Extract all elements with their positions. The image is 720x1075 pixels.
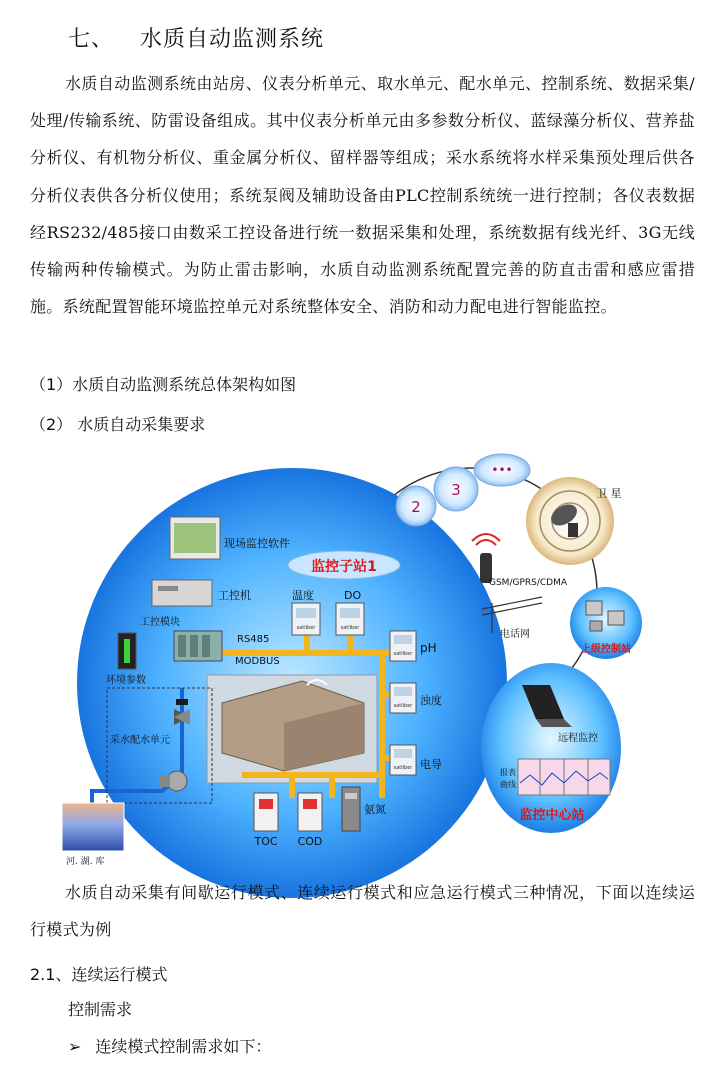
ph-meter-icon [390, 631, 416, 661]
svg-text:satliber: satliber [393, 651, 413, 657]
bullet-item [68, 1034, 271, 1057]
phone-network-label: 电话网 [500, 629, 530, 640]
modbus-label: MODBUS [235, 656, 280, 667]
conductivity-meter-icon [390, 745, 416, 775]
turbidity-meter-icon [390, 683, 416, 713]
toc-label: TOC [254, 835, 278, 848]
section-title: 水质自动监测系统 [140, 27, 325, 52]
upper-station-label: 上级控制站 [581, 644, 631, 655]
list-item-sampling-requirements: （2） 水质自动采集要求 [30, 415, 206, 434]
svg-text:satliber: satliber [393, 703, 413, 709]
sampling-unit-label: 采水配水单元 [110, 735, 170, 746]
bullet-arrow-icon: ➢ [68, 1037, 82, 1056]
environment-meter-icon [118, 633, 136, 669]
do-meter-icon [336, 603, 364, 635]
ph-label: pH [420, 641, 437, 655]
satellite-label: 卫 星 [596, 487, 622, 500]
toc-analyzer-icon [254, 793, 278, 831]
industrial-pc-icon [152, 580, 212, 606]
svg-text:satliber: satliber [296, 625, 316, 631]
mode-paragraph: 水质自动采集有间歇运行模式、连续运行模式和应急运行模式三种情况，下面以连续运行模式为例 [30, 883, 695, 940]
section-heading [68, 22, 324, 53]
cod-label: COD [297, 835, 323, 848]
bubble-2-label: 2 [411, 498, 421, 516]
turbidity-label: 浊度 [420, 694, 442, 707]
do-label: DO [344, 589, 362, 602]
temperature-meter-icon [292, 603, 320, 635]
gsm-label: GSM/GPRS/CDMA [489, 578, 568, 588]
bullet-text: 连续模式控制需求如下： [95, 1037, 272, 1056]
cod-analyzer-icon [298, 793, 322, 831]
report-chart-icon [518, 759, 610, 795]
bubble-3-label: 3 [451, 481, 461, 499]
control-heading: 控制需求 [68, 1000, 133, 1019]
intro-paragraph: 水质自动监测系统由站房、仪表分析单元、取水单元、配水单元、控制系统、数据采集/处理/传输系统、防雷设备组成。其中仪表分析单元由多参数分析仪、蓝绿藻分析仪、营养盐分析仪、有机物分析仪、重金属分析仪、留样器等组成；采水系统将水样采集预处理后供各分析仪表供各分析仪使用；系统泵阀及辅助设备由PLC控制系统统一进行控制；各仪表数据经RS232/485接口由数采工控设备进行统一数据采集和处理，系统数据有线光纤、3G无线传输两种传输模式。为防止雷击影响，水质自动监测系统配置完善的防直击雷和感应雷措施。系统配置智能环境监控单元对系统整体安全、消防和动力配电进行智能监控。 [30, 74, 695, 317]
temperature-label: 温度 [292, 589, 314, 602]
architecture-diagram [52, 453, 631, 873]
plc-module-icon [174, 631, 222, 661]
subsection-heading: 2.1、连续运行模式 [30, 965, 168, 984]
rs485-label: RS485 [237, 634, 270, 645]
ammonia-label: 氨氮 [364, 803, 386, 816]
river-label: 河. 湖. 库 [66, 857, 105, 867]
touch-panel-icon [170, 517, 220, 559]
section-number: 七、 [68, 27, 115, 52]
report-label-1: 报表 [500, 768, 516, 777]
svg-text:satliber: satliber [393, 765, 413, 771]
ipc-module-label: 工控模块 [140, 617, 180, 628]
site-software-label: 现场监控软件 [224, 537, 290, 550]
river-lake-image [62, 803, 124, 851]
conductivity-label: 电导 [420, 758, 442, 771]
center-station-label: 监控中心站 [519, 808, 585, 823]
ipc-label: 工控机 [218, 589, 251, 602]
ammonia-analyzer-icon [342, 787, 360, 831]
env-params-label: 环境参数 [106, 675, 146, 686]
substation-label: 监控子站1 [311, 559, 377, 575]
bubble-dots-label: ••• [491, 463, 513, 477]
list-item-architecture: （1）水质自动监测系统总体架构如图 [30, 375, 297, 394]
report-label-2: 曲线 [500, 780, 516, 789]
remote-monitor-label: 远程监控 [558, 733, 598, 744]
svg-text:satliber: satliber [340, 625, 360, 631]
